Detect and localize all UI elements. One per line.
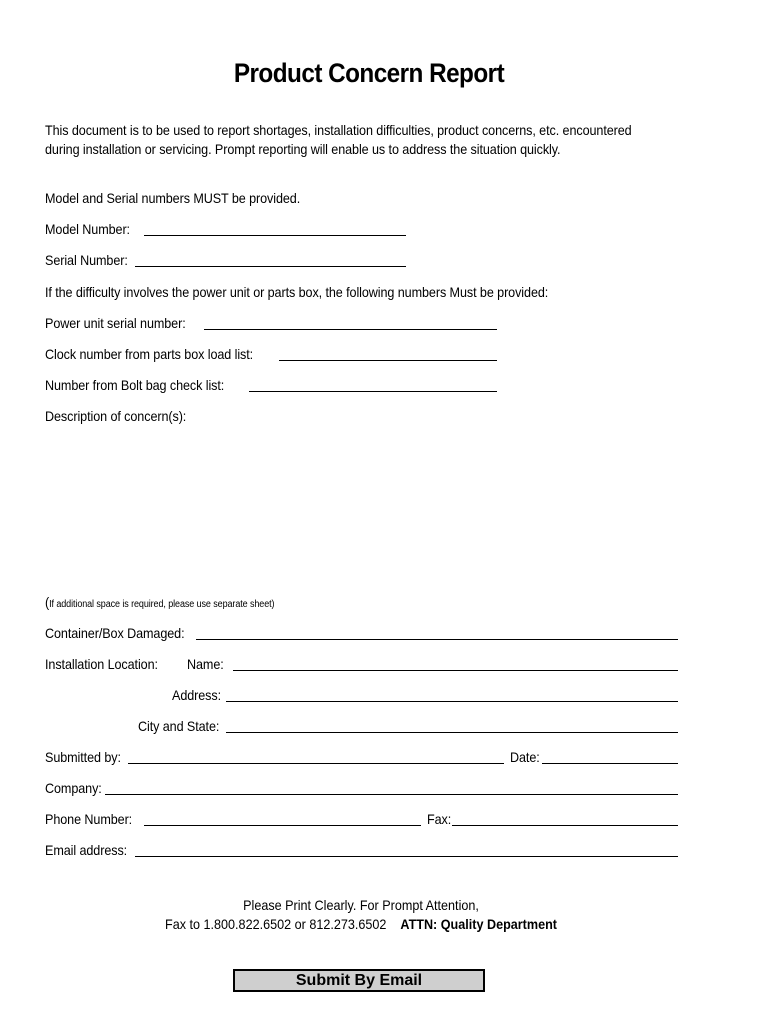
installation-location-label: Installation Location: xyxy=(45,656,158,672)
intro-line-2: during installation or servicing. Prompt reporting will enable us to address the situation quickly. xyxy=(45,141,561,157)
description-label: Description of concern(s): xyxy=(45,408,187,424)
intro-line-1: This document is to be used to report shortages, installation difficulties, product concerns, etc. encountered xyxy=(45,122,632,138)
bolt-bag-number-label: Number from Bolt bag check list: xyxy=(45,377,225,393)
name-field[interactable] xyxy=(233,670,678,671)
description-field[interactable] xyxy=(45,428,678,588)
clock-number-field[interactable] xyxy=(279,360,497,361)
model-number-label: Model Number: xyxy=(45,221,130,237)
power-unit-notice: If the difficulty involves the power unit or parts box, the following numbers Must be provided: xyxy=(45,284,549,300)
container-damaged-field[interactable] xyxy=(196,639,678,640)
clock-number-label: Clock number from parts box load list: xyxy=(45,346,254,362)
power-unit-serial-field[interactable] xyxy=(204,329,497,330)
serial-number-label: Serial Number: xyxy=(45,252,128,268)
serial-number-field[interactable] xyxy=(135,266,406,267)
city-state-label: City and State: xyxy=(138,718,220,734)
submitted-by-field[interactable] xyxy=(128,763,504,764)
name-label: Name: xyxy=(187,656,224,672)
power-unit-serial-label: Power unit serial number: xyxy=(45,315,186,331)
date-field[interactable] xyxy=(542,763,678,764)
container-damaged-label: Container/Box Damaged: xyxy=(45,625,185,641)
company-field[interactable] xyxy=(105,794,678,795)
attn-quality-department: ATTN: Quality Department xyxy=(400,916,557,932)
model-number-field[interactable] xyxy=(144,235,406,236)
city-state-field[interactable] xyxy=(226,732,678,733)
email-address-field[interactable] xyxy=(135,856,678,857)
phone-number-label: Phone Number: xyxy=(45,811,133,827)
fax-field[interactable] xyxy=(452,825,678,826)
footer-line-2 xyxy=(36,915,686,934)
note-text: If additional space is required, please use separate sheet) xyxy=(49,599,275,610)
submitted-by-label: Submitted by: xyxy=(45,749,121,765)
model-serial-notice: Model and Serial numbers MUST be provided. xyxy=(45,190,301,206)
fax-numbers: Fax to 1.800.822.6502 or 812.273.6502 xyxy=(165,916,387,932)
phone-number-field[interactable] xyxy=(144,825,421,826)
company-label: Company: xyxy=(45,780,102,796)
footer-line-1: Please Print Clearly. For Prompt Attention, xyxy=(243,897,479,913)
bolt-bag-number-field[interactable] xyxy=(249,391,497,392)
address-field[interactable] xyxy=(226,701,678,702)
email-address-label: Email address: xyxy=(45,842,128,858)
fax-label: Fax: xyxy=(427,811,452,827)
note-open-paren: ( xyxy=(45,594,50,610)
submit-by-email-button[interactable]: Submit By Email xyxy=(233,969,485,992)
additional-space-note xyxy=(45,593,274,614)
page-title: Product Concern Report xyxy=(233,58,505,88)
address-label: Address: xyxy=(172,687,222,703)
date-label: Date: xyxy=(510,749,540,765)
